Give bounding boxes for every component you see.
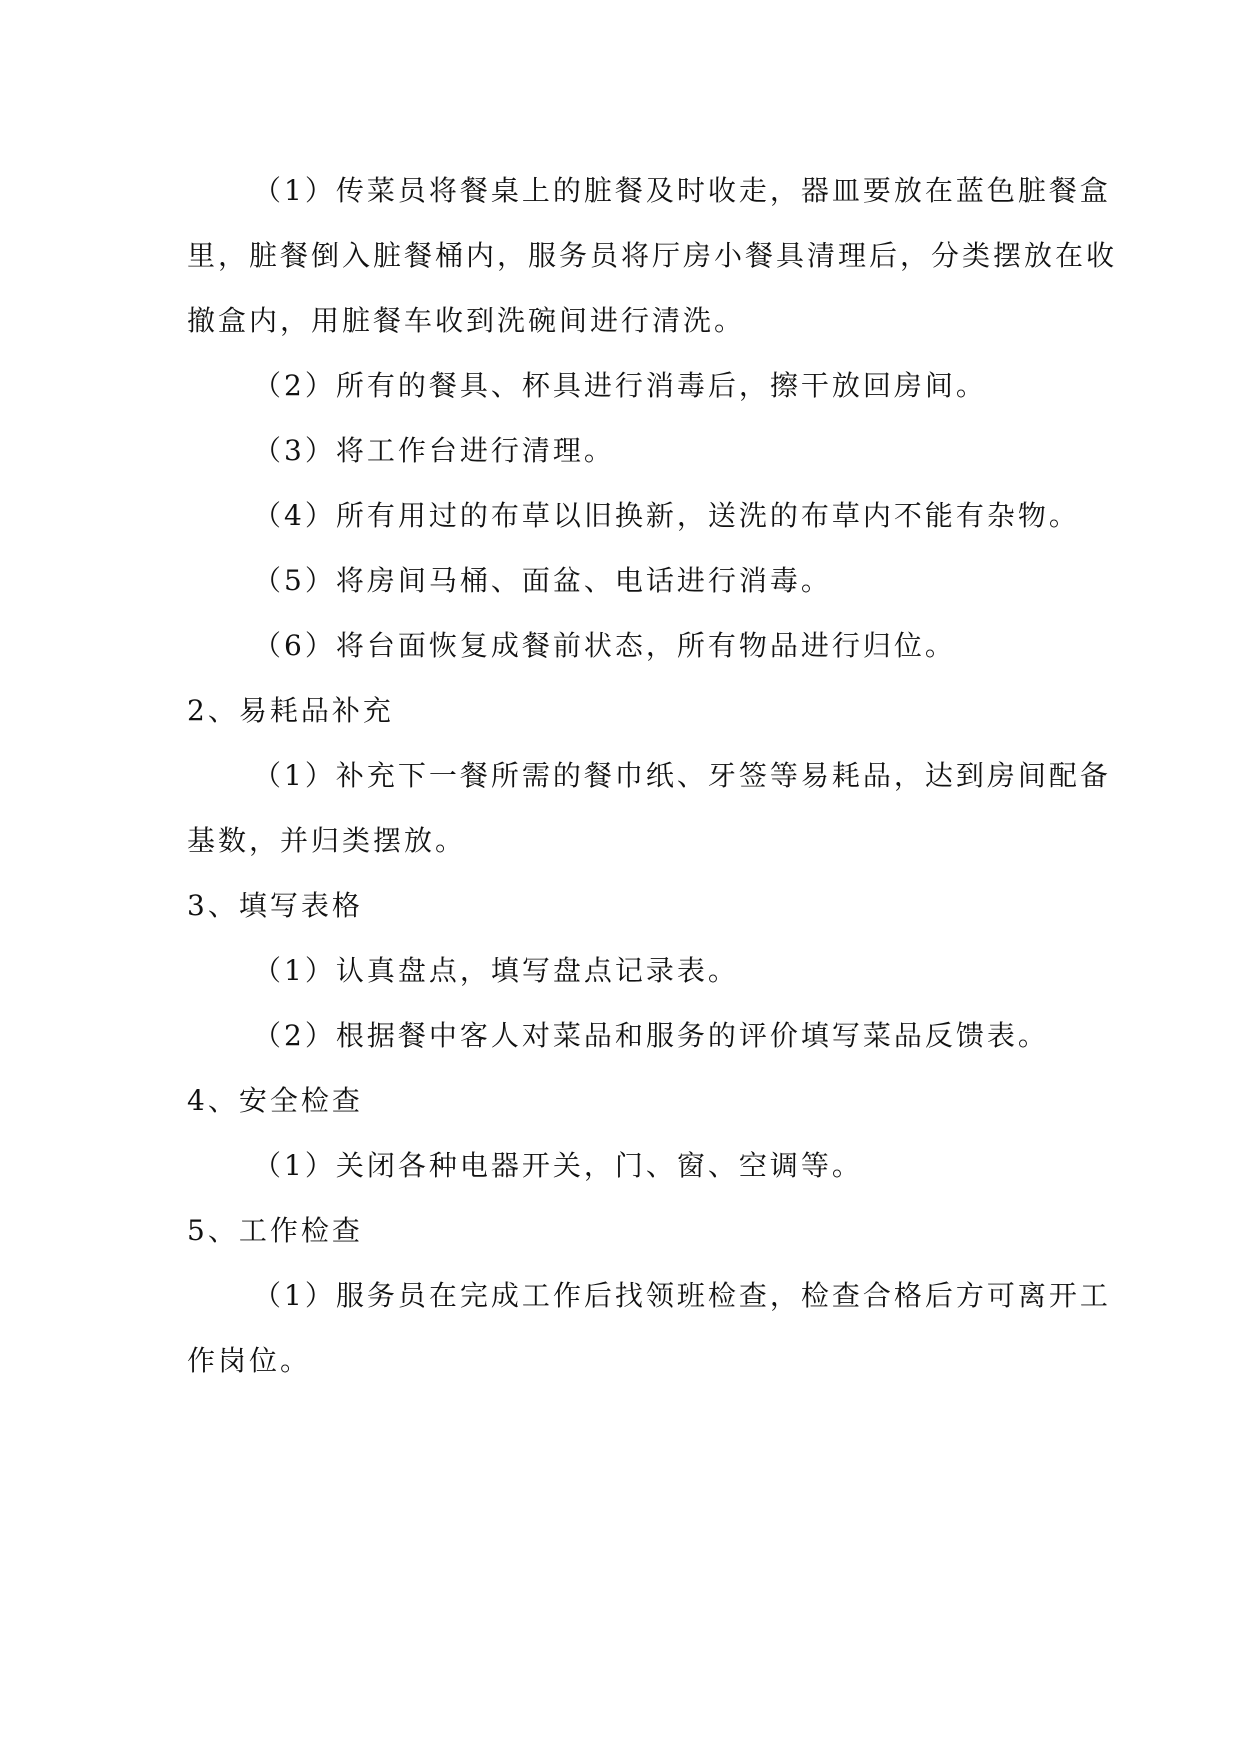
paragraph-line: （1）关闭各种电器开关，门、窗、空调等。 [253, 1149, 863, 1182]
paragraph-line: （2）根据餐中客人对菜品和服务的评价填写菜品反馈表。 [253, 1019, 1049, 1052]
paragraph-line: 撤盒内，用脏餐车收到洗碗间进行清洗。 [187, 304, 746, 337]
paragraph-line: 里，脏餐倒入脏餐桶内，服务员将厅房小餐具清理后，分类摆放在收 [187, 239, 1118, 272]
paragraph-line: （2）所有的餐具、杯具进行消毒后，擦干放回房间。 [253, 369, 987, 402]
paragraph-line: 基数，并归类摆放。 [187, 824, 467, 857]
paragraph-line: （1）传菜员将餐桌上的脏餐及时收走，器皿要放在蓝色脏餐盒 [253, 174, 1111, 207]
section-heading: 2、易耗品补充 [187, 694, 394, 727]
section-heading: 5、工作检查 [187, 1214, 363, 1247]
section-heading: 4、安全检查 [187, 1084, 363, 1117]
document-body [187, 158, 1118, 1393]
paragraph-line: （4）所有用过的布草以旧换新，送洗的布草内不能有杂物。 [253, 499, 1080, 532]
section-heading: 3、填写表格 [187, 889, 363, 922]
paragraph-line: （1）服务员在完成工作后找领班检查，检查合格后方可离开工 [253, 1279, 1111, 1312]
paragraph-line: （1）认真盘点，填写盘点记录表。 [253, 954, 739, 987]
paragraph-line: （6）将台面恢复成餐前状态，所有物品进行归位。 [253, 629, 956, 662]
paragraph-line: 作岗位。 [187, 1344, 312, 1377]
paragraph-line: （3）将工作台进行清理。 [253, 434, 615, 467]
paragraph-line: （5）将房间马桶、面盆、电话进行消毒。 [253, 564, 832, 597]
paragraph-line: （1）补充下一餐所需的餐巾纸、牙签等易耗品，达到房间配备 [253, 759, 1111, 792]
